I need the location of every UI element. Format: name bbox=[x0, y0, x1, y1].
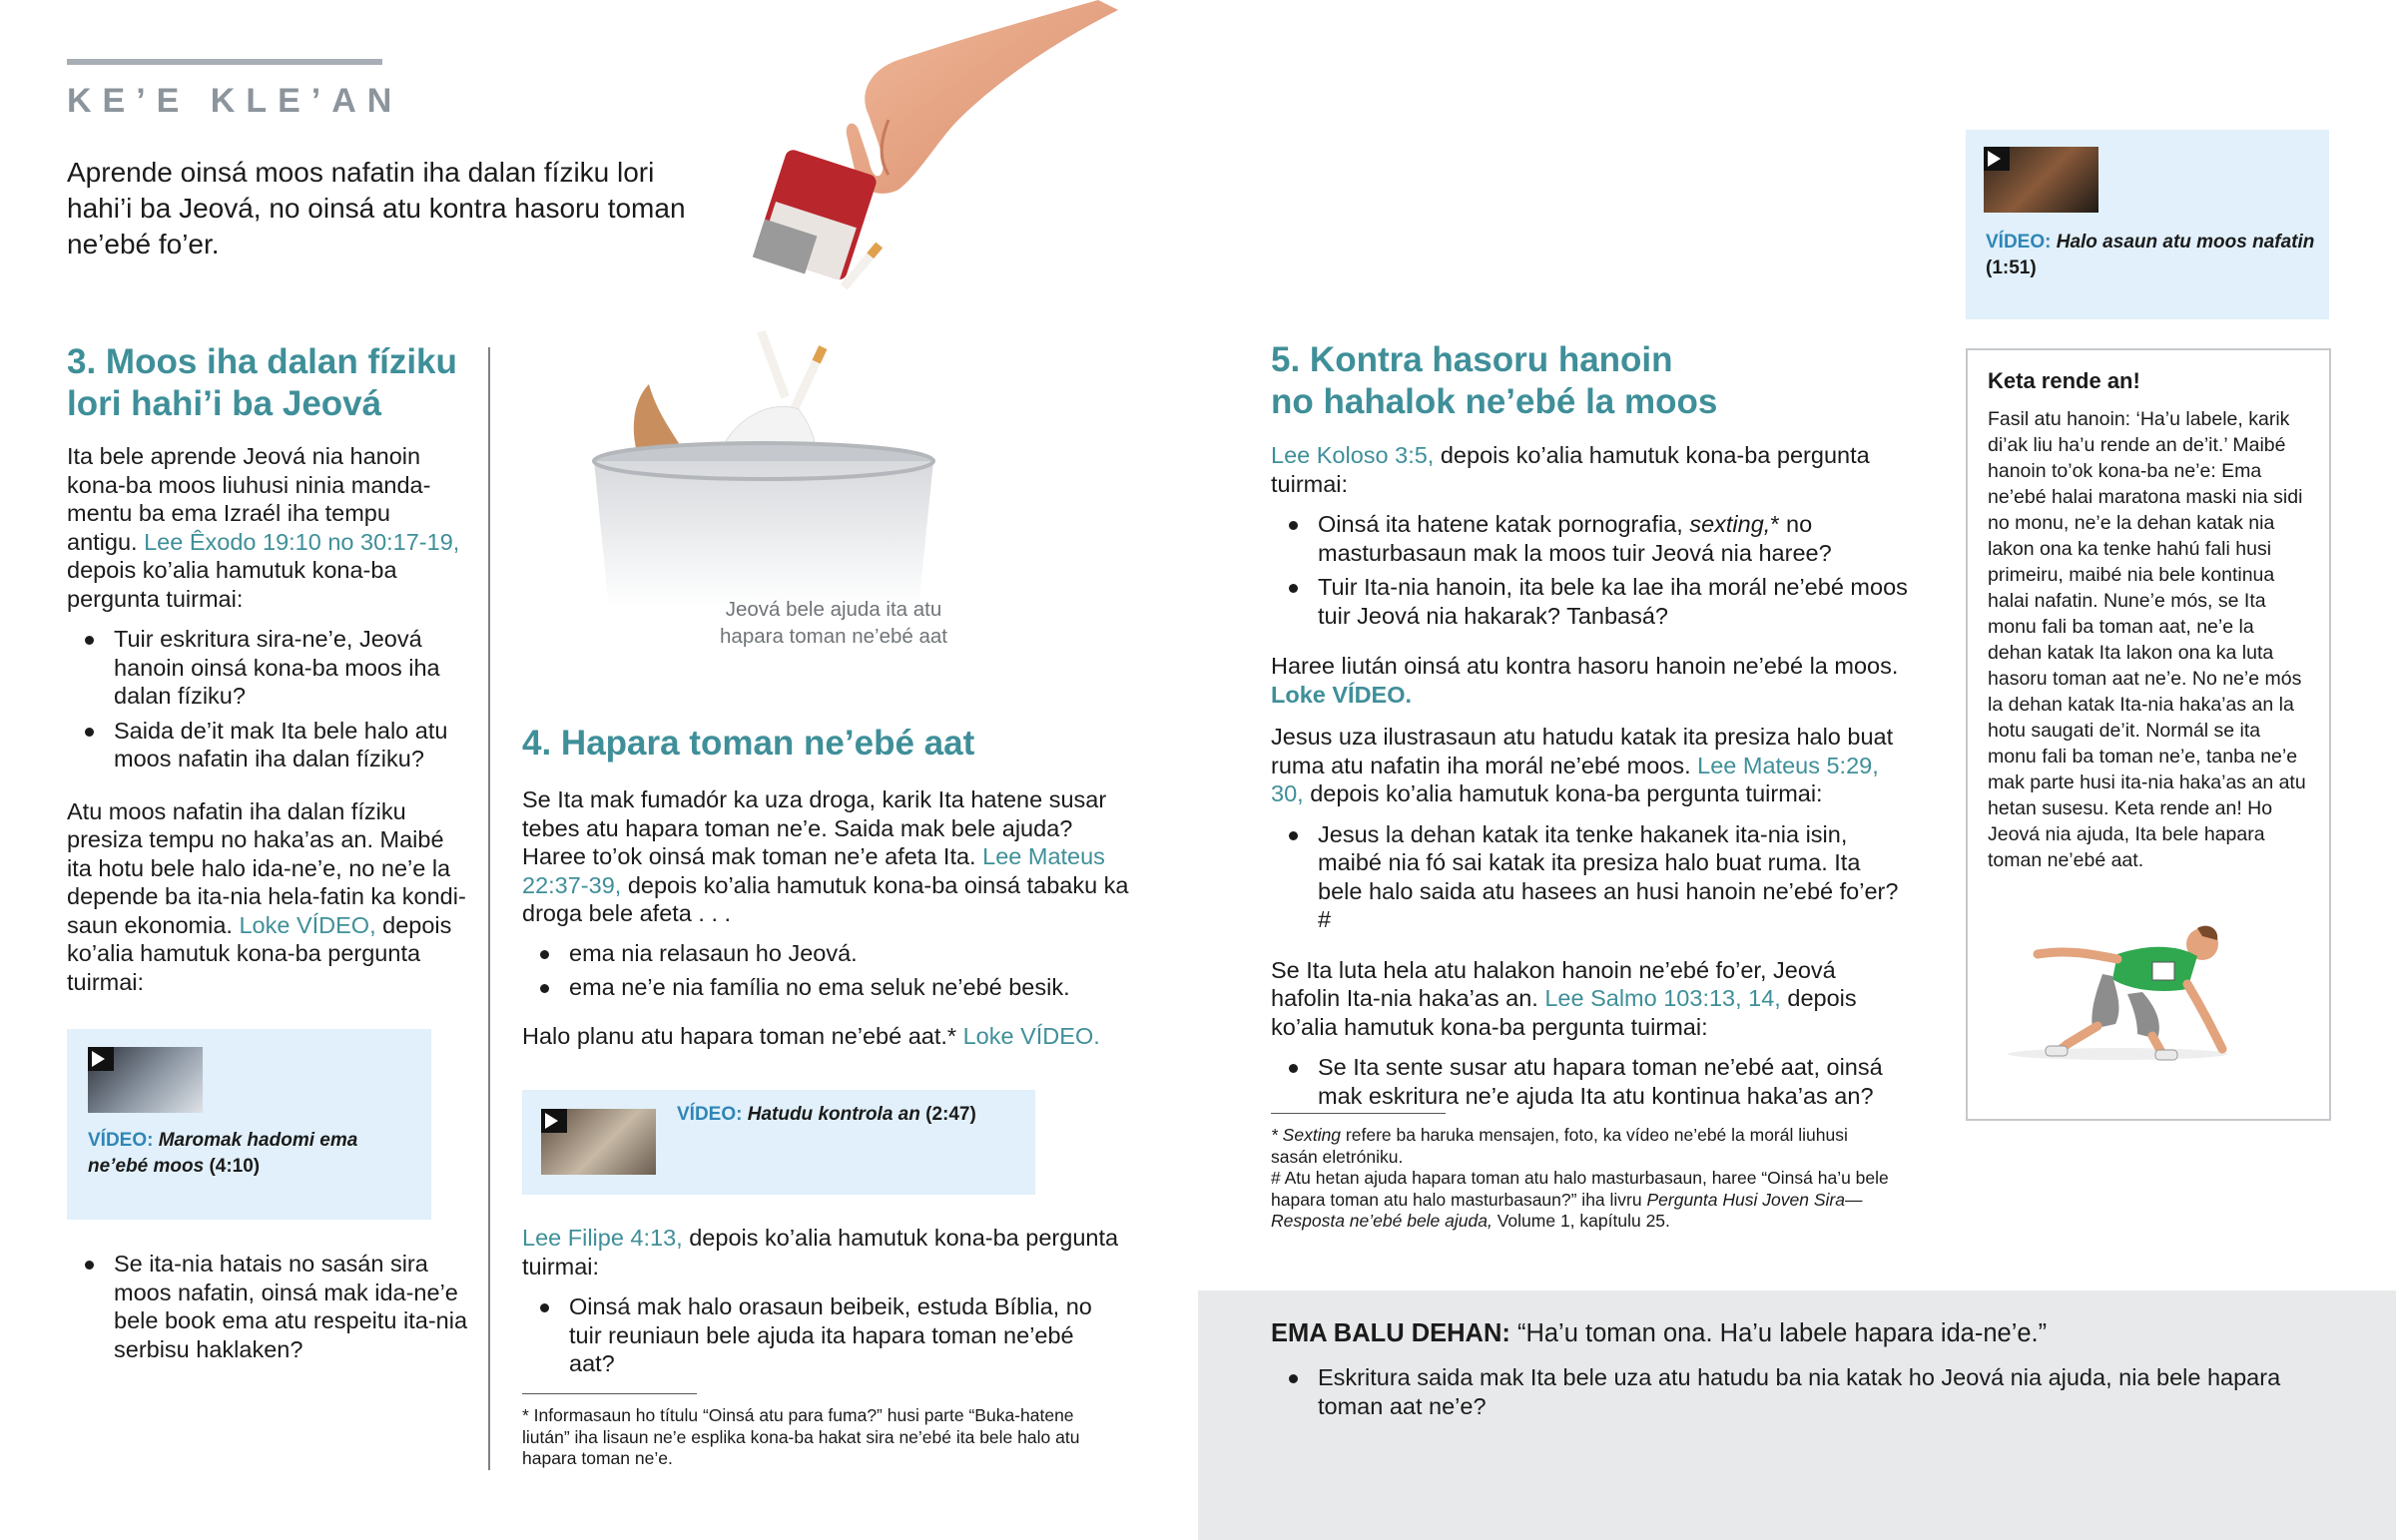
footnote-italic: * Sexting bbox=[1271, 1125, 1342, 1145]
video-title: Maromak hadomi ema ne’ebé moos bbox=[88, 1130, 358, 1177]
caption-line-1: Jeová bele ajuda ita atu bbox=[725, 598, 942, 621]
footnote-italic: Pergunta Husi Joven Sira—Resposta ne’ebé bele ajuda, bbox=[1271, 1189, 1863, 1231]
paragraph-after: depois ko’alia hamutuk kona-ba pergunta tuirmai: bbox=[1271, 442, 1870, 497]
play-icon[interactable] bbox=[1984, 147, 2010, 171]
question-item: Eskritura saida mak Ita bele uza atu hatudu ba nia katak ho Jeová nia ajuda, nia bele hapara toman aat ne’e? bbox=[1271, 1363, 2329, 1420]
video-tag: VÍDEO: bbox=[1986, 232, 2052, 253]
video-thumbnail[interactable] bbox=[541, 1109, 656, 1175]
question-item: Se Ita sente susar atu hapara toman ne’ebé aat, oinsá mak eskritura ne’e ajuda Ita atu kontinua haka’as an? bbox=[1271, 1053, 1910, 1110]
section-4-continued bbox=[522, 1224, 1121, 1384]
sidebar-text: Fasil atu hanoin: ‘Ha’u labele, karik di’ak liu ha’u rende an de’it.’ Maibé hanoin to’ok kona-ba ne’e: Ema ne’ebé halai maratona maski nia sidi no monu, ne’e la dehan katak nia lakon ona ka tenke hahú fali husi primeiru, maibé nia bele kontinua halai nafatin. Nune’e mós, se Ita monu fali ba toman aat, ne’e la dehan katak Ita lakon ona ka luta hasoru toman aat ne’e. No ne’e mós la dehan katak Ita-nia haka’as an la hotu saugati de’it. Normál se ita monu fali ba toman ne’e, tanba ne’e mak parte husi ita-nia haka’as an atu hetan susesu. Keta rende an! Ho Jeová nia ajuda, Ita bele hapara toman ne’ebé aat. bbox=[1988, 408, 2306, 871]
scripture-link[interactable]: Lee Koloso 3:5, bbox=[1271, 442, 1435, 468]
video-duration: (4:10) bbox=[209, 1156, 261, 1177]
section-4-bullets bbox=[522, 939, 1131, 1002]
section-5-paragraph-4 bbox=[1271, 956, 1910, 1042]
footnote-text: refere ba haruka mensajen, foto, ka vídeo ne’ebé la morál liuhusi sasán eletróniku. bbox=[1271, 1125, 1848, 1167]
section-4-title: 4. Hapara toman ne’ebé aat bbox=[522, 724, 975, 763]
lesson-kicker: KE’E KLE’AN bbox=[67, 82, 403, 120]
sidebar-keta-rende-an bbox=[1966, 348, 2331, 1121]
section-3-paragraph-1 bbox=[67, 442, 466, 613]
paragraph-text: Se Ita mak fumadór ka uza droga, karik Ita hatene susar tebes atu hapara toman ne’e. Saida mak bele ajuda? Haree to’ok oinsá mak toman ne’e afeta Ita. bbox=[522, 786, 1107, 869]
video-duration: (2:47) bbox=[925, 1104, 976, 1125]
section-4-footnote: * Informasaun ho títulu “Oinsá atu para fuma?” husi parte “Buka-hatene liután” iha lisaun ne’e esplika kona-ba hakat sira ne’ebé ita bele halo atu hapara toman ne’e. bbox=[522, 1405, 1080, 1468]
question-item: Se ita-nia hatais no sasán sira moos nafatin, oinsá mak ida-ne’e bele book ema atu respeitu ita-nia serbisu haklaken? bbox=[67, 1250, 471, 1363]
header-rule bbox=[67, 59, 382, 65]
scripture-link[interactable]: Lee Êxodo 19:10 no 30:17-19, bbox=[144, 528, 460, 555]
section-5 bbox=[1271, 339, 1910, 1116]
video-label[interactable] bbox=[88, 1128, 417, 1180]
title-line-2: lori hahi’i ba Jeová bbox=[67, 384, 382, 423]
section-5-question-3 bbox=[1271, 820, 1910, 934]
section-4-paragraph-3 bbox=[522, 1224, 1121, 1281]
paragraph-text: Se Ita luta hela atu halakon hanoin ne’ebé fo’er, Jeová hafolin Ita-nia haka’as an. bbox=[1271, 956, 1836, 1011]
paragraph-text: Haree liután oinsá atu kontra hasoru hanoin ne’ebé la moos. bbox=[1271, 653, 1899, 679]
video-thumbnail[interactable] bbox=[1984, 147, 2098, 213]
section-5-questions bbox=[1271, 510, 1910, 630]
others-say-questions bbox=[1271, 1363, 2329, 1426]
caption-line-2: hapara toman ne’ebé aat bbox=[720, 625, 947, 648]
footnote-rule bbox=[1271, 1113, 1446, 1114]
scripture-link[interactable]: Lee Salmo 103:13, 14, bbox=[1544, 985, 1781, 1011]
section-5-title bbox=[1271, 339, 1910, 423]
video-box-top[interactable] bbox=[1966, 130, 2329, 319]
paragraph-text: Jesus uza ilustrasaun atu hatudu katak ita presiza halo buat ruma atu nafatin iha morál ne’ebé moos. bbox=[1271, 724, 1894, 778]
paragraph-after: depois ko’alia hamutuk kona-ba pergunta tuirmai: bbox=[522, 1225, 1119, 1280]
paragraph-text: Halo planu atu hapara toman ne’ebé aat.* bbox=[522, 1022, 957, 1049]
scripture-link[interactable]: Lee Filipe 4:13, bbox=[522, 1225, 683, 1251]
question-text: Oinsá ita hatene katak pornografia, bbox=[1318, 511, 1683, 537]
section-3-questions bbox=[67, 625, 466, 773]
section-4-questions bbox=[522, 1292, 1121, 1378]
paragraph-after: depois ko’alia hamutuk kona-ba pergunta tuirmai: bbox=[1271, 985, 1857, 1040]
section-4-paragraph-2 bbox=[522, 1022, 1131, 1051]
footnote-rule bbox=[522, 1393, 697, 1394]
paragraph-text: Atu moos nafatin iha dalan fíziku presiza tempu no haka’as an. Maibé ita hotu bele halo ida-ne’e, no ne’e la depende ba ita-nia hela-fatin ka kondisaun ekonomia. bbox=[67, 797, 466, 938]
bullet-item: ema ne’e nia família no ema seluk ne’ebé besik. bbox=[522, 973, 1131, 1002]
question-item: Jesus la dehan katak ita tenke hakanek ita-nia isin, maibé nia fó sai katak ita presiza halo buat ruma. Ita bele halo saida atu hasees an husi hanoin ne’ebé fo’er?# bbox=[1271, 820, 1910, 934]
section-5-footnotes bbox=[1271, 1125, 1890, 1233]
section-3 bbox=[67, 341, 466, 996]
image-caption bbox=[704, 596, 963, 650]
play-icon[interactable] bbox=[88, 1047, 114, 1071]
runner-icon bbox=[1998, 914, 2257, 1064]
section-5-question-4 bbox=[1271, 1053, 1910, 1110]
others-say-heading bbox=[1271, 1317, 2349, 1349]
title-line-1: 5. Kontra hasoru hanoin bbox=[1271, 340, 1673, 379]
section-3-question-last bbox=[67, 1250, 471, 1369]
question-item bbox=[1271, 510, 1910, 567]
column-divider bbox=[488, 347, 490, 1470]
hand-trash-icon bbox=[559, 0, 1118, 619]
others-say-box bbox=[1198, 1290, 2396, 1540]
others-say-label: EMA BALU DEHAN: bbox=[1271, 1319, 1510, 1347]
footnote-text: # Atu hetan ajuda hapara toman atu halo masturbasaun, haree “Oinsá ha’u bele hapara toman atu halo masturbasaun?” iha livru bbox=[1271, 1168, 1889, 1210]
video-box-section-4[interactable] bbox=[522, 1090, 1035, 1195]
open-video-link[interactable]: Loke VÍDEO. bbox=[962, 1022, 1100, 1049]
section-3-title bbox=[67, 341, 466, 425]
question-item: Oinsá mak halo orasaun beibeik, estuda Bíblia, no tuir reuniaun bele ajuda ita hapara toman ne’ebé aat? bbox=[522, 1292, 1121, 1378]
section-5-paragraph-3 bbox=[1271, 723, 1910, 808]
video-title: Hatudu kontrola an bbox=[747, 1104, 920, 1125]
question-after: * no masturbasaun mak la moos tuir Jeová nia haree? bbox=[1318, 511, 1832, 566]
title-line-1: 3. Moos iha dalan fíziku bbox=[67, 342, 457, 381]
paragraph-after: depois ko’alia hamutuk kona-ba pergunta tuirmai: bbox=[67, 911, 452, 995]
question-item: Tuir eskritura sira-ne’e, Jeová hanoin oinsá kona-ba moos iha dalan fíziku? bbox=[67, 625, 466, 711]
question-item: Saida de’it mak Ita bele halo atu moos nafatin iha dalan fíziku? bbox=[67, 717, 466, 773]
section-5-paragraph-2 bbox=[1271, 652, 1910, 709]
video-tag: VÍDEO: bbox=[677, 1104, 743, 1125]
paragraph-after: depois ko’alia hamutuk kona-ba pergunta tuirmai: bbox=[67, 557, 397, 612]
footnote-2 bbox=[1271, 1168, 1890, 1233]
scripture-link[interactable]: Lee Mateus 22:37-39, bbox=[522, 843, 1105, 898]
video-label[interactable] bbox=[1986, 230, 2315, 281]
video-tag: VÍDEO: bbox=[88, 1130, 154, 1151]
paragraph-after: depois ko’alia hamutuk kona-ba pergunta tuirmai: bbox=[1310, 780, 1823, 806]
video-label[interactable] bbox=[677, 1102, 1026, 1128]
open-video-link[interactable]: Loke VÍDEO. bbox=[1271, 681, 1413, 708]
question-italic: sexting, bbox=[1689, 511, 1771, 537]
paragraph-after: depois ko’alia hamutuk kona-ba oinsá tabaku ka droga bele afeta . . . bbox=[522, 871, 1129, 926]
bullet-item: ema nia relasaun ho Jeová. bbox=[522, 939, 1131, 968]
sidebar-title: Keta rende an! bbox=[1988, 368, 2140, 393]
footnote-after: Volume 1, kapítulu 25. bbox=[1497, 1211, 1670, 1231]
section-5-paragraph-1 bbox=[1271, 441, 1910, 498]
section-3-paragraph-2 bbox=[67, 797, 466, 997]
title-line-2: no hahalok ne’ebé la moos bbox=[1271, 382, 1718, 421]
others-say-quote: “Ha’u toman ona. Ha’u labele hapara ida-ne’e.” bbox=[1516, 1319, 2048, 1347]
question-item: Tuir Ita-nia hanoin, ita bele ka lae iha morál ne’ebé moos tuir Jeová nia hakarak? Tanbasá? bbox=[1271, 573, 1910, 630]
video-title: Halo asaun atu moos nafatin bbox=[2056, 232, 2315, 253]
trash-illustration bbox=[559, 0, 1118, 619]
scripture-link[interactable]: Lee Mateus 5:29, 30, bbox=[1271, 752, 1879, 806]
footnote-1 bbox=[1271, 1125, 1890, 1168]
play-icon[interactable] bbox=[541, 1109, 567, 1133]
section-4-paragraph-1 bbox=[522, 785, 1131, 928]
lesson-intro: Aprende oinsá moos nafatin iha dalan fíziku lori hahi’i ba Jeová, no oinsá atu kontra hasoru toman ne’ebé fo’er. bbox=[67, 157, 686, 259]
section-4 bbox=[522, 723, 1131, 1050]
paragraph-text: Ita bele aprende Jeová nia hanoin kona-ba moos liuhusi ninia mandamentu ba ema Izraél iha tempu antigu. bbox=[67, 443, 431, 555]
open-video-link[interactable]: Loke VÍDEO, bbox=[239, 911, 376, 938]
video-duration: (1:51) bbox=[1986, 257, 2037, 278]
video-thumbnail[interactable] bbox=[88, 1047, 203, 1113]
video-box-section-3[interactable] bbox=[67, 1029, 431, 1220]
